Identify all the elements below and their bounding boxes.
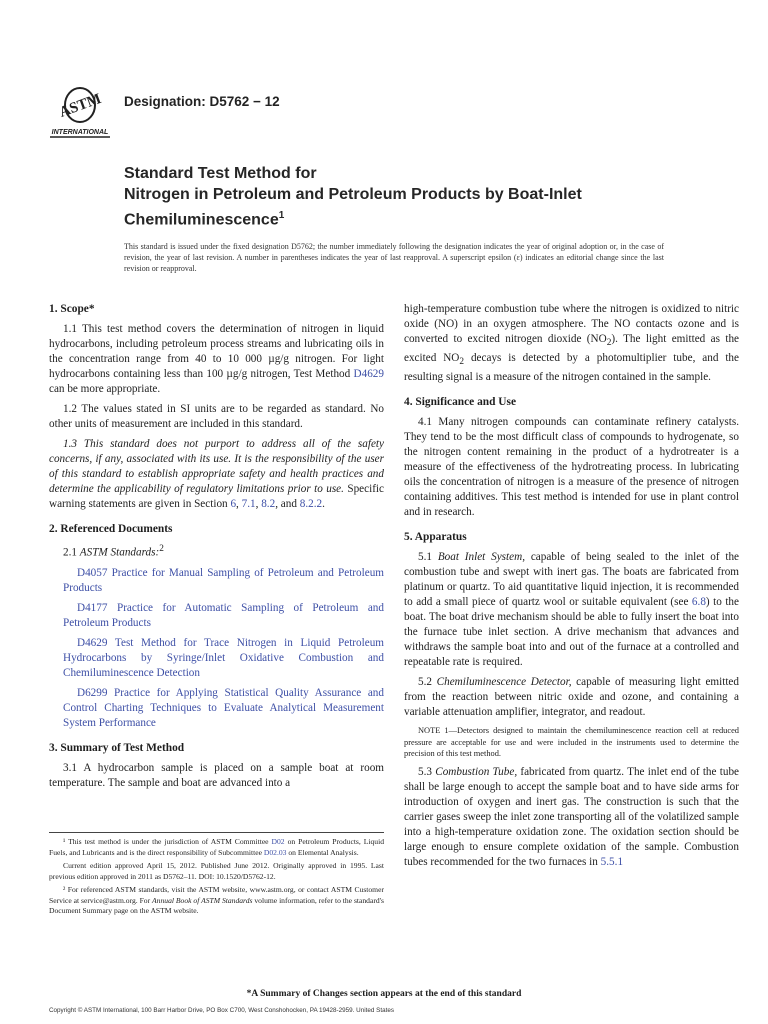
section-heading-scope: 1. Scope* (49, 303, 95, 315)
svg-text:ASTM: ASTM (57, 91, 104, 121)
reference-item[interactable]: D4629 Test Method for Trace Nitrogen in Liquid Petroleum Hydrocarbons by Syringe/Inlet Oxidative Combustion and Chemiluminescence Detection (63, 636, 384, 679)
left-column (49, 302, 384, 796)
paragraph-5-3: 5.3 Combustion Tube, fabricated from quartz. The inlet end of the tube shall be large enough to accept the sample boat and to have side arms for introduction of oxygen and inert gas. The construction is such that the carrier gases sweep the inlet zone transporting all of the volatilized sample into a high-temperature oxidation zone. The oxidation section should be large enough to ensure complete oxidation of the sample. Combustion tubes recommended for the two furnaces in 5.5.1 (404, 765, 740, 868)
summary-of-changes-note: *A Summary of Changes section appears at the end of this standard (246, 989, 522, 999)
title-line-1: Standard Test Method for (124, 165, 317, 182)
reference-item[interactable]: D6299 Practice for Applying Statistical Quality Assurance and Control Charting Techniques to Evaluate Analytical Measurement System Performance (63, 686, 384, 729)
link-committee-d02[interactable]: D02 (271, 837, 285, 846)
copyright-line: Copyright © ASTM International, 100 Barr Harbor Drive, PO Box C700, West Conshohocken, PA 19428-2959. United States (49, 1007, 394, 1014)
reference-item[interactable]: D4057 Practice for Manual Sampling of Petroleum and Petroleum Products (63, 566, 384, 594)
svg-text:INTERNATIONAL: INTERNATIONAL (51, 129, 109, 136)
section-heading-referenced-documents: 2. Referenced Documents (49, 523, 173, 535)
link-section-8-2[interactable]: 8.2 (261, 498, 276, 510)
title-line-3: Chemiluminescence (124, 211, 279, 229)
footnote-2: ² For referenced ASTM standards, visit the ASTM website, www.astm.org, or contact ASTM Customer Service at service@astm.org. For Annual Book of ASTM Standards volume information, refer to the standard's Document Summary page on the ASTM website. (49, 885, 385, 915)
footnote-1-edition: Current edition approved April 15, 2012. Published June 2012. Originally approved in 1995. Last previous edition approved in 2011 as D5762–11. DOI: 10.1520/D5762-12. (49, 861, 384, 881)
section-heading-summary: 3. Summary of Test Method (49, 741, 185, 754)
paragraph-2-1: 2.1 ASTM Standards:$^2$ (63, 544, 164, 559)
designation: Designation: D5762 − 12 (124, 94, 280, 109)
astm-logo (44, 83, 116, 141)
reference-item[interactable]: D4177 Practice for Automatic Sampling of Petroleum and Petroleum Products (63, 601, 384, 629)
paragraph-1-1: 1.1 This test method covers the determination of nitrogen in liquid hydrocarbons, including petroleum process streams and lubricating oils in the concentration range from 40 to 10 000 µg/g nitrogen. For light hydrocarbons containing less than 100 µg/g nitrogen, Test Method D4629 can be more appropriate. (49, 323, 384, 395)
paragraph-5-1: 5.1 Boat Inlet System, capable of being sealed to the inlet of the combustion tube and swept with inert gas. The boats are fabricated from platinum or quartz. To aid quantitative liquid injection, it is recommended to add a small piece of quartz wool or suitable equivalent (see 6.8) to the boat. The boat drive mechanism should be able to fully insert the boat into the furnace tube inlet section. A drive mechanism that advances and withdraws the sample boat into and out of the furnace at a controlled and repeatable rate is required. (404, 551, 740, 669)
section-heading-significance: 4. Significance and Use (404, 396, 517, 409)
paragraph-4-1: 4.1 Many nitrogen compounds can contaminate refinery catalysts. They tend to be the most difficult class of compounds to hydrogenate, so the nitrogen content remaining in the product of a hydrotreater is a measure of the effectiveness of the hydrotreating process. In lubricating oils the concentration of nitrogen is a measure of the presence of nitrogen containing additives. This test method is intended for use in plant control and in research. (404, 416, 739, 519)
paragraph-5-2: 5.2 Chemiluminescence Detector, capable of measuring light emitted from the reaction between nitric oxide and ozone, and containing a variable attenuation amplifier, integrator, and readout. (404, 676, 739, 719)
footnotes (49, 832, 384, 920)
paragraph-3-1-continued: high-temperature combustion tube where the nitrogen is oxidized to nitric oxide (NO) in an oxygen atmosphere. The NO contacts ozone and is converted to excited nitrogen dioxide $(NO_2)$. The light emitted as the excited $NO_2$ decays is detected by a photomultiplier tube, and the resulting signal is a measure of the nitrogen contained in the sample. (404, 303, 739, 384)
right-column (404, 302, 739, 875)
link-section-6[interactable]: 6 (230, 498, 237, 510)
link-section-5-5-1[interactable]: 5.5.1 (600, 855, 624, 868)
footnote-1: ¹ This test method is under the jurisdiction of ASTM Committee D02 on Petroleum Products, Liquid Fuels, and Lubricants and is the direct responsibility of Subcommittee D02.03 on Elemental Analysis. (49, 837, 384, 857)
title-line-2: Nitrogen in Petroleum and Petroleum Products by Boat-Inlet (124, 186, 582, 203)
paragraph-1-2: 1.2 The values stated in SI units are to be regarded as standard. No other units of measurement are included in this standard. (49, 403, 384, 430)
document-title (124, 163, 724, 230)
note-1: NOTE 1—Detectors designed to maintain the chemiluminescence reaction cell at reduced pressure are acceptable for use and were included in the instruments used to determine the precision of this test method. (404, 726, 739, 759)
paragraph-1-3: 1.3 This standard does not purport to address all of the safety concerns, if any, associated with its use. It is the responsibility of the user of this standard to establish appropriate safety and health practices and determine the applicability of regulatory limitations prior to use. Specific warning statements are given in Section 6, 7.1, 8.2, and 8.2.2. (49, 438, 385, 510)
issuance-note: This standard is issued under the fixed designation D5762; the number immediately following the designation indicates the year of original adoption or, in the case of revision, the year of last revision. A number in parentheses indicates the year of last reapproval. A superscript epsilon (ε) indicates an editorial change since the last revision or reapproval. (124, 242, 664, 273)
link-section-8-2-2[interactable]: 8.2.2 (299, 498, 323, 510)
link-d4629[interactable]: D4629 (353, 368, 384, 380)
link-subcommittee-d02-03[interactable]: D02.03 (263, 847, 287, 857)
paragraph-3-1: 3.1 A hydrocarbon sample is placed on a sample boat at room temperature. The sample and boat are advanced into a (49, 761, 384, 789)
link-section-7-1[interactable]: 7.1 (241, 498, 256, 510)
link-section-6-8[interactable]: 6.8 (691, 596, 706, 609)
title-footnote-mark: 1 (278, 210, 285, 221)
section-heading-apparatus: 5. Apparatus (404, 531, 467, 544)
